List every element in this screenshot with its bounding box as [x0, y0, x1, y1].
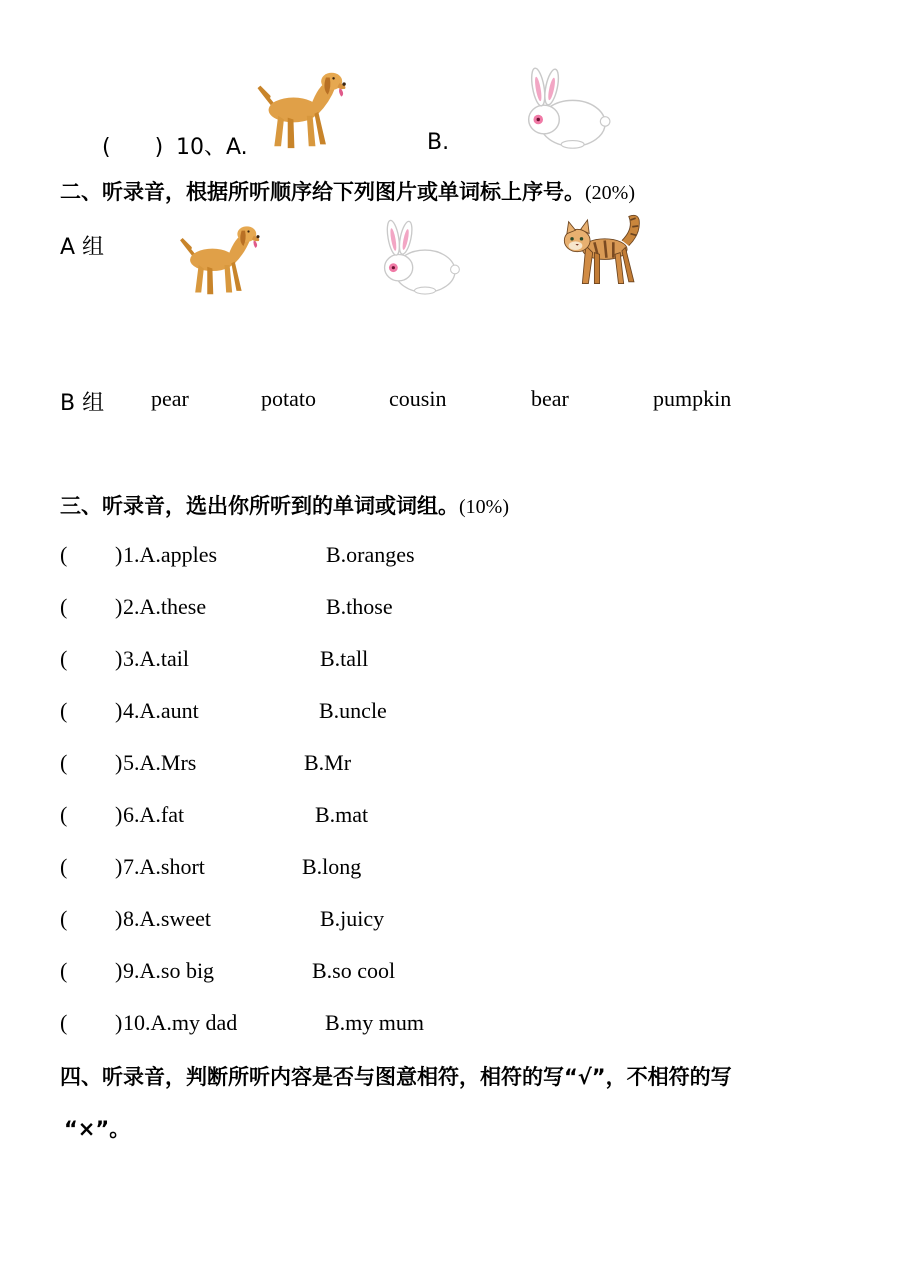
- answer-paren-open[interactable]: (: [60, 906, 68, 931]
- option-b: B.tall: [320, 646, 369, 671]
- answer-paren-close: ): [115, 698, 123, 723]
- answer-paren-open[interactable]: (: [60, 594, 68, 619]
- word-cousin[interactable]: cousin: [389, 386, 447, 411]
- option-a: 6.A.fat: [123, 802, 185, 827]
- answer-paren-close: ): [115, 594, 123, 619]
- rabbit-icon[interactable]: [516, 66, 614, 152]
- option-b: B.those: [326, 594, 393, 619]
- cat-icon[interactable]: [560, 208, 646, 292]
- option-b: B.long: [302, 854, 362, 879]
- answer-paren-close: ): [115, 646, 123, 671]
- option-a: 9.A.so big: [123, 958, 215, 983]
- answer-paren-close: ): [115, 854, 123, 879]
- answer-paren-open[interactable]: (: [60, 802, 68, 827]
- answer-paren-open[interactable]: (: [60, 854, 68, 879]
- option-a: 3.A.tail: [123, 646, 189, 671]
- section2-heading: [60, 176, 635, 206]
- section4-heading: 四、听录音，判断所听内容是否与图意相符，相符的写“√”，不相符的写: [60, 1065, 732, 1089]
- answer-paren-close: ): [115, 750, 123, 775]
- option-a: 8.A.sweet: [123, 906, 211, 931]
- answer-paren-close: ): [115, 958, 123, 983]
- dog-icon[interactable]: [253, 66, 353, 152]
- option-a: 5.A.Mrs: [123, 750, 197, 775]
- word-pear[interactable]: pear: [151, 386, 189, 411]
- section2-heading-text: 二、听录音，根据所听顺序给下列图片或单词标上序号。: [60, 180, 585, 204]
- answer-paren-close: ): [115, 542, 123, 567]
- answer-paren-open[interactable]: (: [60, 1010, 68, 1035]
- section3-heading: [60, 490, 509, 520]
- word-potato[interactable]: potato: [261, 386, 316, 411]
- option-b: B.so cool: [312, 958, 396, 983]
- option-b: B.my mum: [325, 1010, 425, 1035]
- word-pumpkin[interactable]: pumpkin: [653, 386, 732, 411]
- answer-paren-close: ): [115, 802, 123, 827]
- option-b: B.Mr: [304, 750, 352, 775]
- option-b: B.mat: [315, 802, 369, 827]
- q10-paren[interactable]: ( ): [102, 135, 164, 160]
- answer-paren-close: ): [115, 1010, 123, 1035]
- option-a: 7.A.short: [123, 854, 205, 879]
- option-b: B.uncle: [319, 698, 387, 723]
- answer-paren-open[interactable]: (: [60, 958, 68, 983]
- answer-paren-open[interactable]: (: [60, 646, 68, 671]
- option-b: B.oranges: [326, 542, 415, 567]
- answer-paren-close: ): [115, 906, 123, 931]
- section4-heading-line2: “×”。: [64, 1117, 131, 1141]
- word-bear[interactable]: bear: [531, 386, 569, 411]
- q10-option-b-label: B.: [427, 130, 450, 155]
- answer-paren-open[interactable]: (: [60, 750, 68, 775]
- option-b: B.juicy: [320, 906, 385, 931]
- option-a: 1.A.apples: [123, 542, 218, 567]
- option-a: 4.A.aunt: [123, 698, 199, 723]
- group-a-label: A 组: [60, 235, 105, 260]
- section3-heading-text: 三、听录音，选出你所听到的单词或词组。: [60, 494, 459, 518]
- rabbit-icon[interactable]: [374, 218, 462, 298]
- answer-paren-open[interactable]: (: [60, 542, 68, 567]
- option-a: 10.A.my dad: [123, 1010, 238, 1035]
- section3-percent: (10%): [459, 496, 509, 518]
- dog-icon[interactable]: [178, 220, 264, 298]
- answer-paren-open[interactable]: (: [60, 698, 68, 723]
- option-a: 2.A.these: [123, 594, 207, 619]
- group-b-label: B 组: [60, 391, 105, 416]
- q10-option-a-label: 10、A.: [176, 135, 248, 160]
- section2-percent: (20%): [585, 182, 635, 204]
